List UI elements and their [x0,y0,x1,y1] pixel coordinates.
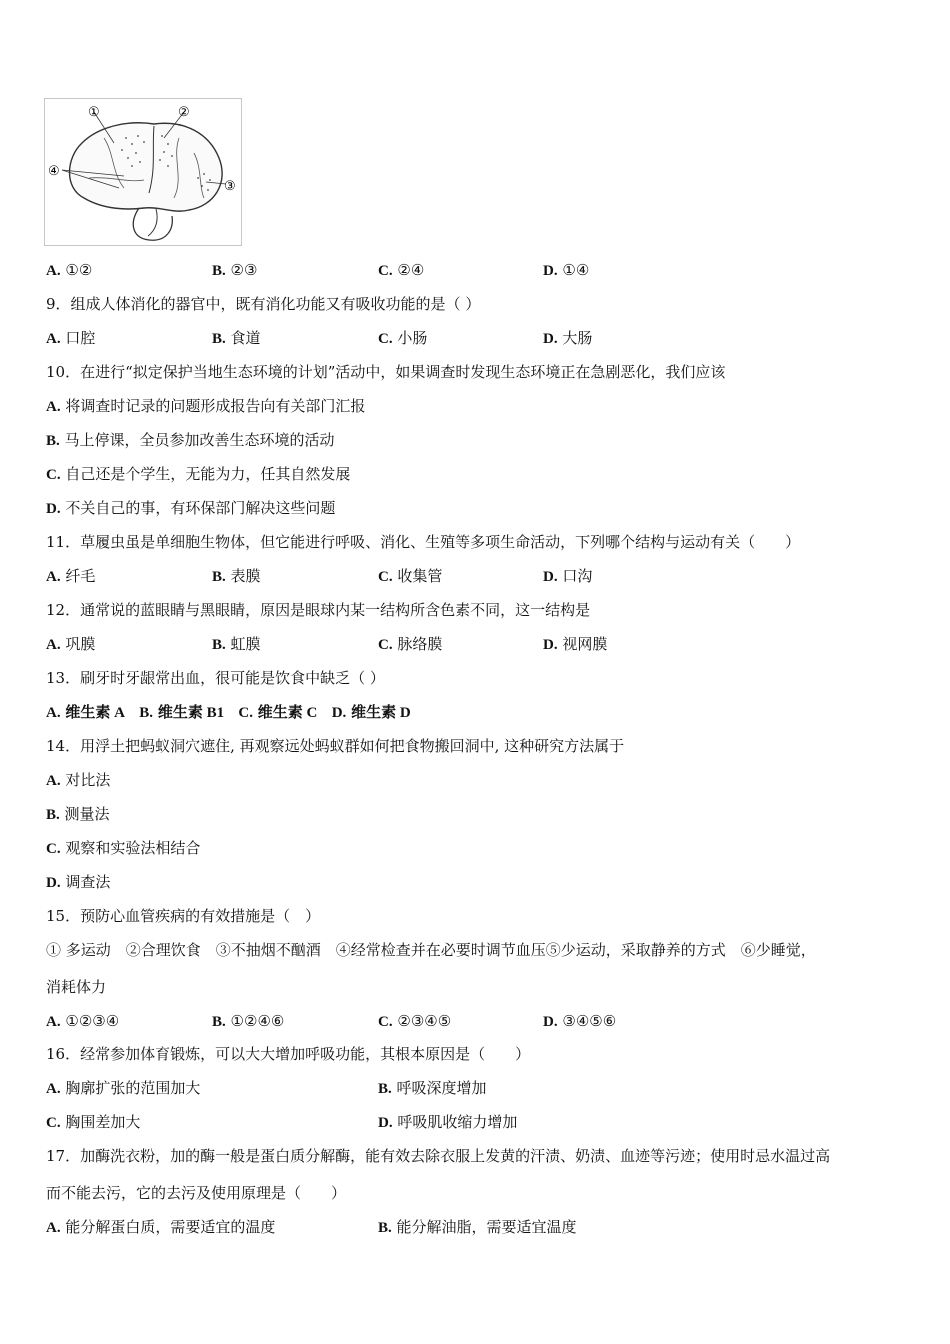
q12-stem: 12．通常说的蓝眼睛与黑眼睛，原因是眼球内某一结构所含色素不同，这一结构是 [46,601,591,619]
q12-option-c: C. 脉络膜 [378,635,443,653]
figure-label-3: ③ [224,179,236,194]
q14-stem: 14．用浮土把蚂蚁洞穴遮住, 再观察远处蚂蚁群如何把食物搬回洞中, 这种研究方法属于 [46,737,625,755]
q8-option-c: C. ②④ [378,261,425,279]
q15-option-b: B. ①②④⑥ [212,1012,285,1030]
q15-option-d: D. ③④⑤⑥ [543,1012,617,1030]
q11-option-a: A. 纤毛 [46,567,96,585]
q13-option-c-text: 维生素 C [257,705,318,721]
q17-option-b: B. 能分解油脂，需要适宜温度 [378,1218,577,1236]
figure-label-4: ④ [48,164,60,179]
q13-options-row [46,702,411,723]
q13-option-c-letter: C. [238,705,253,721]
q14-option-b: B. 测量法 [46,805,110,823]
q10-option-b: B. 马上停课，全员参加改善生态环境的活动 [46,431,335,449]
q11-stem: 11．草履虫虽是单细胞生物体，但它能进行呼吸、消化、生殖等多项生命活动，下列哪个结构与运动有关（ ） [46,533,801,551]
q14-option-d: D. 调查法 [46,873,111,891]
q16-stem: 16．经常参加体育锻炼，可以大大增加呼吸功能，其根本原因是（ ） [46,1045,531,1063]
q10-stem: 10．在进行“拟定保护当地生态环境的计划”活动中，如果调查时发现生态环境正在急剧恶化，我们应该 [46,363,726,381]
q17-stem-line2: 而不能去污，它的去污及使用原理是（ ） [46,1184,347,1202]
q13-option-b-letter: B. [139,705,154,721]
q10-option-a: A. 将调查时记录的问题形成报告向有关部门汇报 [46,397,366,415]
q13-option-a-text: 维生素 A [65,705,125,721]
q15-option-a: A. ①②③④ [46,1012,120,1030]
q8-option-a: A. ①② [46,261,93,279]
q11-option-d: D. 口沟 [543,567,593,585]
q15-choices-line1: ① 多运动 ②合理饮食 ③不抽烟不酗酒 ④经常检查并在必要时调节血压⑤少运动，采取静养的方式 ⑥少睡觉， [46,941,816,959]
q12-option-d: D. 视网膜 [543,635,608,653]
brain-illustration-icon [44,98,242,246]
q9-option-d: D. 大肠 [543,329,593,347]
q14-option-a: A. 对比法 [46,771,111,789]
q13-stem: 13．刷牙时牙龈常出血，很可能是饮食中缺乏（ ） [46,669,385,687]
q9-stem: 9．组成人体消化的器官中，既有消化功能又有吸收功能的是（ ） [46,295,481,313]
q16-option-c: C. 胸围差加大 [46,1113,141,1131]
q13-option-b-text: 维生素 B1 [157,705,225,721]
q10-option-c: C. 自己还是个学生，无能为力，任其自然发展 [46,465,351,483]
q9-option-b: B. 食道 [212,329,261,347]
q9-option-a: A. 口腔 [46,329,96,347]
q8-option-b: B. ②③ [212,261,258,279]
q14-option-c: C. 观察和实验法相结合 [46,839,201,857]
q17-option-a: A. 能分解蛋白质，需要适宜的温度 [46,1218,276,1236]
q11-option-b: B. 表膜 [212,567,261,585]
q13-option-d-letter: D. [331,705,347,721]
q11-option-c: C. 收集管 [378,567,443,585]
q12-option-b: B. 虹膜 [212,635,261,653]
q12-option-a: A. 巩膜 [46,635,96,653]
q8-option-d: D. ①④ [543,261,590,279]
q10-option-d: D. 不关自己的事，有环保部门解决这些问题 [46,499,336,517]
q15-option-c: C. ②③④⑤ [378,1012,452,1030]
q13-option-d-text: 维生素 D [351,705,411,721]
q13-option-a-letter: A. [46,705,61,721]
q9-option-c: C. 小肠 [378,329,428,347]
figure-label-1: ① [88,105,100,120]
q16-option-b: B. 呼吸深度增加 [378,1079,487,1097]
q16-option-a: A. 胸廓扩张的范围加大 [46,1079,201,1097]
q15-stem: 15．预防心血管疾病的有效措施是（ ） [46,907,321,925]
q15-choices-line2: 消耗体力 [46,978,107,996]
brain-diagram [44,98,242,246]
q16-option-d: D. 呼吸肌收缩力增加 [378,1113,518,1131]
q17-stem-line1: 17．加酶洗衣粉，加的酶一般是蛋白质分解酶，能有效去除衣服上发黄的汗渍、奶渍、血迹等污迹；使用时忌水温过高 [46,1147,831,1165]
figure-label-2: ② [178,105,190,120]
